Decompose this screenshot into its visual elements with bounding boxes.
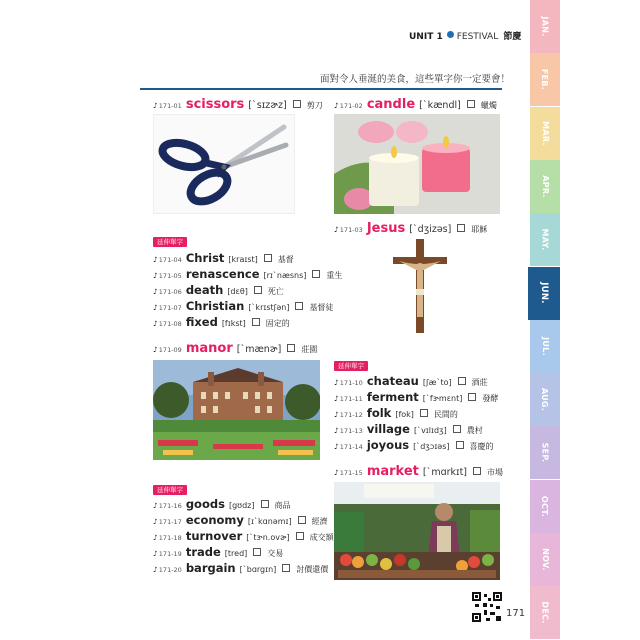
pos-box-icon	[287, 344, 295, 352]
translation: 莊園	[301, 345, 318, 354]
ext-translation: 死亡	[267, 287, 284, 296]
audio-note-icon[interactable]: ♪	[334, 378, 339, 387]
audio-note-icon[interactable]: ♪	[153, 271, 158, 280]
ext-headword: goods	[185, 497, 225, 511]
month-tab-jan[interactable]: JAN.	[530, 0, 560, 53]
month-tab-oct[interactable]: OCT.	[530, 480, 560, 533]
pos-box-icon	[312, 270, 320, 278]
manor-image	[153, 360, 320, 460]
ext-word-row: ♪171-20 bargain [ˋbɑrgɪn] 討價還價	[153, 561, 329, 575]
ext-phonetic: [fɪkst]	[221, 319, 246, 328]
headword: scissors	[185, 97, 245, 112]
headword: market	[366, 464, 419, 479]
ext-word-row: ♪171-04 Christ [kraɪst] 基督	[153, 251, 294, 265]
translation: 蠟燭	[480, 101, 497, 110]
pos-box-icon	[468, 393, 476, 401]
ext-translation: 商品	[274, 501, 291, 510]
ext-headword: economy	[185, 513, 244, 527]
month-tab-jul[interactable]: JUL.	[530, 320, 560, 373]
ext-word-row: ♪171-13 village [ˋvɪlɪdʒ] 農村	[334, 422, 483, 436]
audio-code: ♪171-01	[153, 101, 182, 110]
ext-translation: 發酵	[482, 394, 499, 403]
ext-translation: 成交額	[309, 533, 334, 542]
audio-note-icon[interactable]: ♪	[334, 442, 339, 451]
ext-headword: ferment	[366, 390, 419, 404]
entry-market: ♪171-15 market [ˋmɑrkɪt] 市場	[334, 464, 503, 479]
ext-phonetic: [ˋfɝmɛnt]	[422, 394, 463, 403]
pos-box-icon	[298, 516, 306, 524]
audio-note-icon[interactable]: ♪	[334, 468, 339, 477]
pos-box-icon	[254, 286, 262, 294]
month-tab-mar[interactable]: MAR.	[530, 107, 560, 160]
audio-note-icon[interactable]: ♪	[153, 319, 158, 328]
ext-headword: village	[366, 422, 410, 436]
audio-note-icon[interactable]: ♪	[334, 394, 339, 403]
audio-note-icon[interactable]: ♪	[334, 225, 339, 234]
ext-phonetic: [ʃæˋto]	[422, 378, 452, 387]
phonetic: [ˋmɑrkɪt]	[422, 467, 467, 478]
month-tab-aug[interactable]: AUG.	[530, 373, 560, 426]
month-tabs	[530, 0, 560, 640]
audio-note-icon[interactable]: ♪	[153, 533, 158, 542]
extension-label: 延伸單字	[334, 361, 368, 371]
ext-translation: 經濟	[311, 517, 328, 526]
pos-box-icon	[295, 302, 303, 310]
bullet-dot	[447, 31, 454, 38]
ext-translation: 基督徒	[309, 303, 334, 312]
ext-word-row: ♪171-19 trade [tred] 交易	[153, 545, 284, 559]
entry-scissors	[153, 97, 323, 112]
ext-headword: death	[185, 283, 224, 297]
ext-word-row: ♪171-14 joyous [ˋdʒɔɪəs] 喜慶的	[334, 438, 494, 452]
month-tab-feb[interactable]: FEB.	[530, 53, 560, 106]
page-subtitle: 面對令人垂涎的美食，這些單字你一定要會！	[320, 74, 511, 85]
ext-headword: Christian	[185, 299, 245, 313]
ext-word-row: ♪171-12 folk [fok] 民間的	[334, 406, 458, 420]
ext-word-row: ♪171-10 chateau [ʃæˋto] 酒莊	[334, 374, 488, 388]
ext-word-row: ♪171-06 death [dɛθ] 死亡	[153, 283, 284, 297]
page-number: 171	[506, 608, 526, 619]
ext-translation: 酒莊	[471, 378, 488, 387]
entry-manor: ♪171-09 manor [ˋmænɚ] 莊園	[153, 341, 318, 356]
ext-word-row: ♪171-11 ferment [ˋfɝmɛnt] 發酵	[334, 390, 499, 404]
candle-image	[334, 114, 500, 214]
ext-word-row: ♪171-17 economy [ɪˋkɑnəmɪ] 經濟	[153, 513, 328, 527]
month-tab-may[interactable]: MAY.	[530, 213, 560, 266]
audio-note-icon[interactable]: ♪	[334, 101, 339, 110]
month-tab-apr[interactable]: APR.	[530, 160, 560, 213]
translation: 市場	[487, 468, 503, 477]
market-image	[334, 482, 500, 580]
ext-word-row: ♪171-16 goods [gʊdz] 商品	[153, 497, 291, 511]
ext-headword: turnover	[185, 529, 243, 543]
pos-box-icon	[420, 409, 428, 417]
ext-headword: joyous	[366, 438, 410, 452]
audio-note-icon[interactable]: ♪	[153, 501, 158, 510]
ext-headword: chateau	[366, 374, 419, 388]
phonetic: [ˋsɪzɚz]	[248, 100, 287, 111]
ext-headword: bargain	[185, 561, 236, 575]
audio-note-icon[interactable]: ♪	[334, 426, 339, 435]
pos-box-icon	[467, 100, 475, 108]
ext-phonetic: [ˋbɑrgɪn]	[239, 565, 277, 574]
audio-note-icon[interactable]: ♪	[153, 517, 158, 526]
ext-phonetic: [ˋtɝn.ovɚ]	[246, 533, 290, 542]
header-rule	[140, 88, 502, 90]
ext-word-row: ♪171-08 fixed [fɪkst] 固定的	[153, 315, 290, 329]
pos-box-icon	[253, 548, 261, 556]
pos-box-icon	[296, 532, 304, 540]
ext-translation: 討價還價	[296, 565, 329, 574]
theme-zh-label: 節慶	[503, 32, 522, 42]
ext-phonetic: [ˋdʒɔɪəs]	[413, 442, 450, 451]
ext-headword: folk	[366, 406, 392, 420]
ext-headword: fixed	[185, 315, 218, 329]
ext-phonetic: [tred]	[224, 549, 248, 558]
audio-note-icon[interactable]: ♪	[153, 287, 158, 296]
ext-translation: 農村	[466, 426, 483, 435]
pos-box-icon	[261, 500, 269, 508]
pos-box-icon	[252, 318, 260, 326]
unit-header	[409, 24, 521, 43]
theme-label: FESTIVAL	[456, 32, 499, 42]
month-tab-dec[interactable]: DEC.	[530, 586, 560, 639]
headword: candle	[366, 97, 416, 112]
ext-translation: 交易	[267, 549, 284, 558]
pos-box-icon	[473, 467, 481, 475]
ext-headword: trade	[185, 545, 221, 559]
headword: manor	[185, 341, 233, 356]
pos-box-icon	[458, 377, 466, 385]
entry-candle: ♪171-02 candle [ˋkændl] 蠟燭	[334, 97, 497, 112]
ext-word-row: ♪171-07 Christian [ˋkrɪstʃən] 基督徒	[153, 299, 334, 313]
month-tab-sep[interactable]: SEP.	[530, 426, 560, 479]
ext-translation: 固定的	[265, 319, 290, 328]
audio-note-icon[interactable]: ♪	[153, 345, 158, 354]
audio-note-icon[interactable]: ♪	[153, 549, 158, 558]
ext-word-row: ♪171-18 turnover [ˋtɝn.ovɚ] 成交額	[153, 529, 334, 543]
scissors-image	[153, 114, 295, 214]
ext-translation: 民間的	[433, 410, 458, 419]
pos-box-icon	[456, 441, 464, 449]
extension-label: 延伸單字	[153, 237, 187, 247]
audio-note-icon[interactable]: ♪	[334, 410, 339, 419]
ext-translation: 基督	[277, 255, 294, 264]
ext-word-row: ♪171-05 renascence [rɪˋnæsns] 重生	[153, 267, 343, 281]
month-tab-nov[interactable]: NOV.	[530, 533, 560, 586]
qr-code-icon[interactable]	[472, 592, 502, 622]
pos-box-icon	[293, 100, 301, 108]
pos-box-icon	[457, 224, 465, 232]
translation: 耶穌	[471, 225, 488, 234]
phonetic: [ˋdʒizəs]	[409, 224, 452, 235]
month-tab-jun[interactable]: JUN.	[528, 267, 560, 320]
ext-phonetic: [gʊdz]	[228, 501, 255, 510]
phonetic: [ˋmænɚ]	[236, 344, 282, 355]
unit-label: UNIT 1	[409, 32, 443, 42]
ext-phonetic: [ˋkrɪstʃən]	[248, 303, 290, 312]
ext-phonetic: [rɪˋnæsns]	[263, 271, 307, 280]
ext-headword: Christ	[185, 251, 225, 265]
ext-translation: 重生	[326, 271, 343, 280]
ext-headword: renascence	[185, 267, 260, 281]
audio-note-icon[interactable]: ♪	[153, 565, 158, 574]
ext-phonetic: [fok]	[395, 410, 414, 419]
pos-box-icon	[264, 254, 272, 262]
extension-label: 延伸單字	[153, 485, 187, 495]
audio-note-icon[interactable]: ♪	[153, 101, 158, 110]
ext-phonetic: [kraɪst]	[228, 255, 258, 264]
ext-phonetic: [ɪˋkɑnəmɪ]	[247, 517, 292, 526]
ext-phonetic: [dɛθ]	[227, 287, 248, 296]
crucifix-image	[385, 237, 455, 335]
ext-translation: 喜慶的	[469, 442, 494, 451]
pos-box-icon	[453, 425, 461, 433]
translation: 剪刀	[306, 101, 323, 110]
audio-note-icon[interactable]: ♪	[153, 255, 158, 264]
audio-note-icon[interactable]: ♪	[153, 303, 158, 312]
pos-box-icon	[282, 564, 290, 572]
entry-jesus: ♪171-03 Jesus [ˋdʒizəs] 耶穌	[334, 221, 488, 236]
phonetic: [ˋkændl]	[419, 100, 461, 111]
headword: Jesus	[366, 221, 406, 236]
ext-phonetic: [ˋvɪlɪdʒ]	[413, 426, 447, 435]
